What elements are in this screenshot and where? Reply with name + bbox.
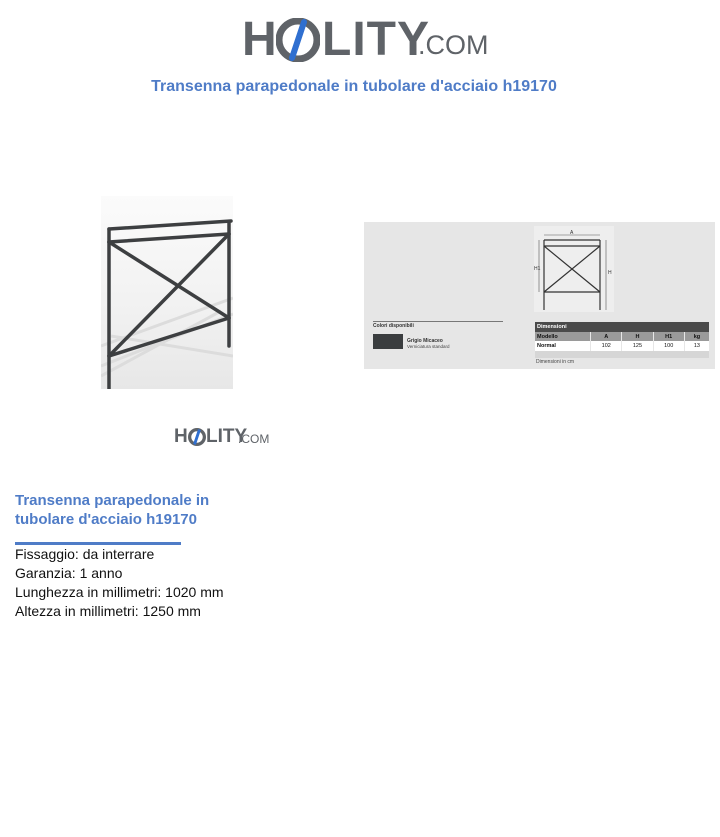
color-swatch-name: Grigio Micaceo (407, 338, 443, 344)
colors-divider (373, 321, 503, 322)
table-header: Modello (535, 332, 591, 341)
small-logo-o-icon (188, 428, 206, 446)
table-header: A (591, 332, 622, 341)
technical-drawing (534, 226, 614, 312)
table-filler (535, 351, 710, 358)
logo-letter-h: H (242, 13, 278, 66)
table-cell: 13 (684, 341, 709, 351)
drawing-label-h1: H1 (534, 266, 541, 272)
drawing-label-a: A (570, 230, 574, 236)
logo-letters-lity: LITY (322, 13, 430, 66)
spec-altezza: Altezza in millimetri: 1250 mm (15, 603, 201, 619)
logo-o-icon (276, 18, 320, 62)
color-swatch (373, 334, 403, 349)
colors-label: Colori disponibili (373, 323, 414, 329)
technical-sheet (364, 222, 715, 369)
dimensions-table (535, 322, 710, 358)
spec-fissaggio: Fissaggio: da interrare (15, 546, 155, 562)
product-photo-area (0, 110, 340, 470)
product-photo (101, 196, 233, 389)
dimensions-table-title: Dimensioni (535, 322, 710, 332)
small-logo-letter-h: H (174, 426, 188, 447)
drawing-label-h: H (608, 270, 612, 276)
table-header: kg (684, 332, 709, 341)
table-row (535, 341, 710, 351)
product-specs (15, 545, 224, 621)
color-swatch-subtitle: Verniciatura standard (407, 344, 450, 349)
table-header: H1 (653, 332, 684, 341)
barrier-illustration (101, 196, 233, 389)
dimensions-note: Dimensioni in cm (536, 359, 575, 365)
table-cell: 102 (591, 341, 622, 351)
holity-logo[interactable] (242, 12, 489, 68)
small-logo-com: .COM (238, 432, 270, 446)
table-cell: 100 (653, 341, 684, 351)
logo-com: .COM (418, 30, 489, 60)
table-cell: 125 (622, 341, 653, 351)
small-holity-logo (174, 425, 274, 449)
table-cell: Normal (535, 341, 591, 351)
product-title: Transenna parapedonale in tubolare d'acciaio h19170 (15, 492, 210, 528)
spec-garanzia: Garanzia: 1 anno (15, 565, 123, 581)
page-title: Transenna parapedonale in tubolare d'acciaio h19170 (151, 78, 557, 95)
small-logo-letters-lity: LITY (206, 426, 248, 447)
barrier-technical-drawing (534, 226, 614, 312)
table-header: H (622, 332, 653, 341)
spec-lunghezza: Lunghezza in millimetri: 1020 mm (15, 584, 224, 600)
